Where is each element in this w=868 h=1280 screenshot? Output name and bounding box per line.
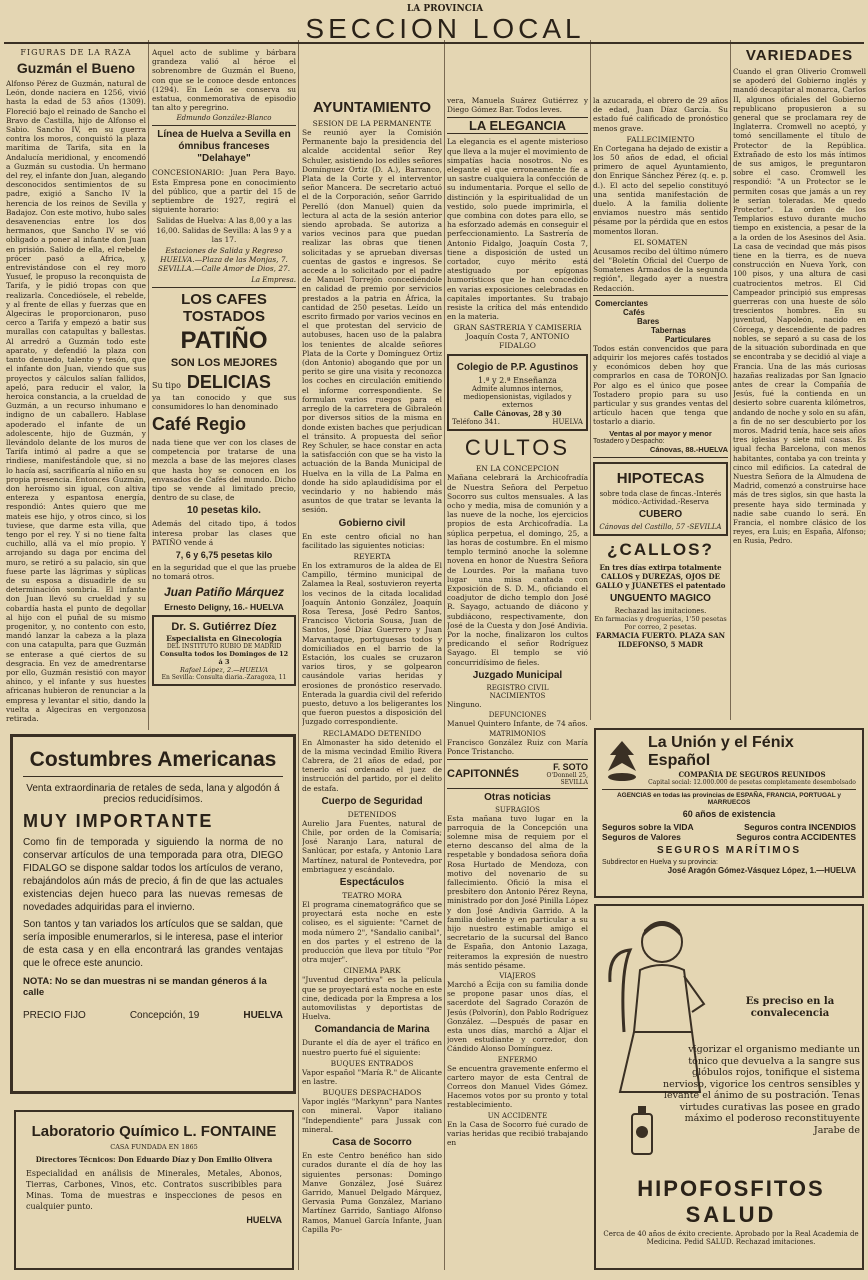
espectaculos-heading: Espectáculos [339,877,405,889]
column-5 [593,96,728,720]
doctor-address: Rafael López, 2.—HUELVA [179,665,269,674]
variedades-column [733,44,866,720]
cafe-regio: Café Regio [152,414,247,435]
cafes-delicias: DELICIAS [186,371,271,392]
union-sub: COMPAÑIA DE SEGUROS REUNIDOS [678,770,826,779]
somaten-body: Acusamos recibo del último número del "Boletín Oficial del Cuerpo de Somatenes Armados de la segunda región", llegado ayer a nuestra Redacción. [593,246,728,293]
union-maritimos: SEGUROS MARÍTIMOS [656,845,801,856]
lab-body: Especialidad en análisis de Minerales, Metales, Abonos, Tierras, Carbones, Vinos, etc. Contratos suscribibles para Minas. Toma de muestras e inspecciones de pesos en cualquier punto. [26,1169,282,1211]
enfermo-heading: ENFERMO [497,1055,538,1064]
reyerta-body: En los extramuros de la aldea de El Campillo, término municipal de Zalamea la Real, sostuvieron reyerta los vecinos de la citada localidad Joaquín Antonio González, Joaquín Rosa Teresa, José Pedro Santos, Francisco Victoria Sousa, Juan de Santos, José Díaz Guerrero y Juan Marvantaque, portuguesas todos y domiciliados en el barrio de la Estación, los cuales se cruzaron varios tiros, y se golpearon causándole varias heridas y erosiones de pronóstico reservado. Enterada la guardia civil del referido puesto, detuvo a los beligerantes los que fueron puestos a disposición del Juzgado correspondiente. [302,560,442,727]
doctor-ad [152,615,296,686]
continuation-text: vera, Manuela Suárez Gutiérrez y Diego Gómez Bar. Todos leves. [447,96,588,115]
hipotecas-name: CUBERO [638,508,683,520]
ayuntamiento-sub: SESION DE LA PERMANENTE [312,119,432,128]
costumbres-ad [10,734,296,1094]
buques-despachados-heading: BUQUES DESPACHADOS [322,1088,422,1098]
cafe-text: nada tiene que ver con los clases de competencia por tratarse de una mezcla a base de las mejores clases que hasta hoy se conocen en los envasados de Cafés del mundo. Dicho tipo se vende al limitado precio, dentro de su clase, de [152,438,296,503]
cinema-body: "Juventud deportiva" es la película que se proyectará esta noche en este cine, dedicada por la Empresa a los automovilistas y deportistas de Huelva. [302,975,442,1022]
cafes-su: Su tipo [152,380,181,390]
article-body: Alfonso Pérez de Guzmán, natural de León, donde naciera en 1256, vivió hasta la edad de 53 años (1309). Floreció bajo el reinado de Sancho el Bravo de Castilla, hijo de Alfonso el Sabio. Sancho IV, en su guerra contra los moros, conquistó la plaza marítima de Tarifa, sita en la Andalucía meridional, y encomendó a Guzmán su custodia. Un hermano del rey, el infante don Juan, alegando desconocidos sentimientos de su padre, exigió a Sancho IV la herencia de los reinos de Sevilla y Badajoz. Con este motivo, hubo sales desavenencias entre los dos hermanos, que Sancho IV se vió obligado a poner al infante don Juan en prisión. Salido de ella, el rebelde prócer pasó a Africa, y, entrevistándose con el rey moro Yusuef, le propuso la reconquista de Tarifa, y le pidió tropas con que realizarla. Concediósele, el rebelde, y al frente de ellas y fuerzas que en Algeciras le proporcionaron, puso cerco a Tarifa y empezó a batir sus murallas con catapultas y ballestas. Al arredró a Guzmán todo este aparato, y defendió la plaza con tanto denuedo, talento y tesón, que el infante don Juan, viendo que sus proyectos y cálculos salían fallidos, apeló, para reducir el valor, la heroica constancia, a la crueldad de Guzmán, a un recurso inhumano e indigno de un caballero. Hablase apoderado el infante de un adolescente, hijo de Guzmán, y llevándolo delante de los muros de Tarifa intimó al padre a que se rindiese, manifestándole que, si no lo hacía así, sacrificaría al niño en su propia presencia. Entonces Guzmán, don heroísmo sin igual, con altiva entereza y espantosa energía, respondió: Antes quiero que me mateis ese hijo, y otros cinco, si los tuviese, que darme esta villa, que tengo por el rey. Y si no tiene falta cuchillo, allá va el mío propio. Y arrojando su daga por encima del muro, se retiró a su palacio, sin que fuese parte las lágrimas y súplicas de su esposa a disuadirle de su determinación sombría. El infante don Juan llevó su crueldad y su cobardía hasta el punto de degollar al hijo con el puñal de su mismo progenitor, y, no contento con esto, mandó lanzar la cabeza a la plaza con una catapulta, para que Guzmán se enterase a qué ciertos de su desgracia. En vez de amedrentarse por ello, Guzmán resistió con mayor ahinco, y el infante y sus huestes africanas hubieron de renunciar a la empresa y levantar el sitio, dando la vuelta a Algeciras en vergonzosa retirada. [6,79,146,724]
gobierno-body: En este centro oficial no han facilitado las siguientes noticias: [302,531,442,550]
ayuntamiento-heading: AYUNTAMIENTO [312,99,432,116]
kicker: FIGURAS DE LA RAZA [20,48,132,57]
hipotecas-title: HIPOTECAS [616,469,705,487]
cafes-title: LOS CAFES TOSTADOS [181,290,267,325]
tostadero-item: Tabernas [651,325,686,335]
reyerta-heading: REYERTA [353,551,391,561]
hipofosfitos-ad [594,904,864,1270]
union-title: La Unión y el Fénix Español [648,734,794,769]
column-rule [298,40,299,1270]
accidente-heading: UN ACCIDENTE [487,1111,548,1120]
lab-founded: CASA FUNDADA EN 1865 [110,1143,198,1151]
column-rule [148,40,149,730]
continuation-text: la azucarada, el obrero de 29 años de edad, Juan Díaz García. Su estado fué calificado de pronóstico menos grave. [593,96,728,133]
bus-ad-stations: Estaciones de Salida y Regreso HUELVA.—Plaza de las Monjas, 7. SEVILLA.—Calle Amor de Dios, 27. [157,246,291,274]
cafe-more: Además del citado tipo, á todos interesa probar las clases que PATIÑO vende á [152,519,296,547]
costumbres-city: HUELVA [243,1010,283,1021]
buques-entrados-body: Vapor español "María R." de Alicante en lastre. [302,1067,442,1087]
callos-farmacia: FARMACIA FUERTO. PLAZA SAN ILDEFONSO, 5 MADR [595,630,726,649]
tostadero-body: Todos están convencidos que para adquirir los mejores cafés tostados y económicos deben hoy que comprarlos en casa de TORONJO. Por algo es el único que posee Tostadero propio para su uso particular y sus grandes ventas del artículo hacen que tenga que tostarlo a diario. [593,343,728,427]
variedades-body: Cuando el gran Oliverio Cromwell se apoderó del Gobierno inglés y mandó decapitar al monarca, Carlos II, algunos oficiales del Gobierno republicano propusieron a su general que se proclamara rey de Inglaterra. Cromwell no aceptó, y tomó sencillamente el título de Protector de la República. Extrañado de esto los más íntimos de sus amigos, le preguntaron sobre el caso. Cromwell les respondió: "A un Protector se le permiten cosas que jamás a un rey le serían toleradas. Me quedo Protector". La orden de los Templarios estuvo durante mucho tiempo en existencia, a pesar de la a la orden de los Asesinos del Asia. La casa de vecindad que más pisos tiene en la tierra, es de nueva construcción en Nueva York, con 100 pisos, y una altura de casi cuatrocientos metros. El Cid Campeador principió sus empresas guerreras con una hueste de sólo trescientos hombres. En su juventud, Napoleón, nacido en Córcega, y descendiente de padres nobles, se separó a su casa de los de la situación subordinada en que se encontraba y se decidió al viaje a Francia. Una de las más curiosas hazañas realizadas por San Ignacio antes de crear la Compañía de Jesús, fué la contienda en un desierto sobre cuarenta kilómetros, andando de noche y solo en su afán, a fin de no ser descubierto por los moros. Madrid tenía, hace seis años tres iglesias y siete mil casas. Es igual fecha Barcelona, con menos habitantes, contaba ya con treinta y cinco mil edificios. La catedral de Nuestra Señora de la Almudena de Madrid, comenzó a construirse hace más de tres siglos, sin que hasta la presente haya sido terminada y nadie sabe cuando lo será. En Francia, el nombre clásico de los reyes, era Luis; en España, Alfonso; en Rusia, Pedro. [733,67,866,546]
headline: Guzmán el Bueno [16,60,136,76]
sastreria-name: GRAN SASTRERIA Y CAMISERIA [453,323,582,333]
hipofosfitos-text-box [656,1044,860,1136]
fallecimiento-heading: FALLECIMIENTO [626,134,695,144]
elegancia-heading: LA ELEGANCIA [447,117,588,134]
masthead: LA PROVINCIA [406,4,484,14]
colegio-ad [447,354,588,431]
registro-civil: REGISTRO CIVIL [486,683,549,692]
lab-city: HUELVA [246,1215,282,1225]
phoenix-icon [602,737,642,783]
colegio-body: Admite alumnos internos, mediopensionistas, vigilados y externos [463,385,572,410]
signature: Edmundo González-Blanco [176,114,272,123]
doctor-institute: DEL INSTITUTO RUBIO DE MADRID [166,642,282,650]
bottle-icon [630,1106,654,1156]
cafes-patino-ad [152,291,296,612]
seguridad-sub: DETENIDOS [347,809,397,819]
union-capital: Capital social: 12.000.000 de pesetas completamente desembolsado [648,779,856,786]
article-guzman [6,48,146,730]
marina-body: Durante el día de ayer el tráfico en nuestro puerto fué el siguiente: [302,1038,442,1057]
juzgado-heading: Juzgado Municipal [472,669,563,681]
page-header [300,4,590,44]
otras-noticias-heading: Otras noticias [484,791,551,803]
colegio-telephone: Teléfono 341. [452,418,500,427]
sastreria-address: Joaquín Costa 7, ANTONIO FIDALGO [465,332,570,351]
costumbres-precio: PRECIO FIJO [23,1010,86,1021]
cinema-heading: CINEMA PARK [343,966,401,976]
column-rule [730,40,731,720]
bus-ad-title: Línea de Huelva a Sevilla en ómnibus franceses "Delahaye" [157,129,291,165]
column-rule [444,40,445,1270]
costumbres-address: Concepción, 19 [129,1010,200,1021]
buques-entrados-heading: BUQUES ENTRADOS [330,1058,414,1068]
union-seguro: Seguros contra ACCIDENTES [736,832,856,842]
hipotecas-body: sobre toda clase de fincas.-Interés módico.-Actividad.-Reserva [599,489,722,506]
article-continuation: Aquel acto de sublime y bárbara grandeza valió al héroe el sobrenombre de Guzmán el Bueno, con que se le conoce desde entonces (1294). En León se conserva su estatua, conmemorativa de episodio tan alto y peregrino. [152,48,296,113]
column-2 [152,48,296,730]
doctor-sevilla: En Sevilla: Consulta diaria.-Zaragoza, 11 [161,673,287,681]
doctor-specialty: Especialista en Ginecología [166,633,282,643]
capitonnes-title: CAPITONNÉS [447,767,519,780]
union-seguro: Seguros sobre la VIDA [602,822,694,832]
sufragios-heading: SUFRAGIOS [495,805,540,814]
fallecimiento-body: En Cortegana ha dejado de existir a los 50 años de edad, el oficial primero de aquel Ayuntamiento, don Enrique Sánchez Pérez (q. e. p. d.). El acto del sepelio constituyó una sentida manifestación de duelo. A la familia doliente enviamos nuestro más sentido pésame por la pérdida que en estos momentos lloran. [593,143,728,236]
cafe-tail: en la seguridad que el que las pruebe no tomará otros. [152,563,296,582]
doctor-name: Dr. S. Gutiérrez Díez [171,620,277,633]
tostadero-ad [593,295,728,458]
soto-name: F. SOTO [553,761,588,772]
reclamado-heading: RECLAMADO DETENIDO [322,728,422,738]
variedades-heading: VARIEDADES [745,47,854,64]
salud-brand: SALUD [685,1202,777,1227]
costumbres-body-1: Como fin de temporada y siguiendo la norma de no conservar artículos de una temporada para otra, DIEGO FIDALGO se dispone saldar todos los artículos de verano, rebajándolos aún más de precio, á fin de que las actuales existencias dejen hueco para las nuevas remesas de novedades adquiridas para el invierno. [23,837,283,913]
cultos-heading: CULTOS [464,435,571,461]
bus-ad-signature: La Empresa. [251,275,296,284]
callos-brand: UNGUENTO MAGICO [610,592,711,604]
seguridad-heading: Cuerpo de Seguridad [321,795,423,807]
soto-address: O'Donnell 25, SEVILLA [546,771,588,786]
capitonnes-ad [447,759,588,789]
cafes-sub: SON LOS MEJORES [170,356,278,369]
defunciones-body: Manuel Quintero Infante, de 74 años. [447,718,588,728]
colegio-title: Colegio de P.P. Agustinos [456,362,579,374]
bus-ad-body: CONCESIONARIO: Juan Pera Bayo. Esta Empresa pone en conocimiento del público, que a partir del 15 de septiembre de 1927, regirá el siguiente horario: [152,168,296,215]
bus-ad [152,129,296,283]
column-3 [302,96,442,1276]
buques-despachados-body: Vapor inglés "Markynn" para Nantes con mineral. Vapor italiano "Independiente" para Jussak con mineral. [302,1097,442,1134]
tostadero-item: Particulares [665,334,711,344]
callos-ad [593,540,728,649]
socorro-heading: Casa de Socorro [332,1137,412,1149]
union-years: 60 años de existencia [682,809,776,819]
somaten-heading: EL SOMATEN [633,237,688,247]
costumbres-sub: Venta extraordinaria de retales de seda, lana y algodón á precios reducidísimos. [26,783,280,805]
marina-heading: Comandancia de Marina [314,1024,430,1036]
callos-price: En farmacias y droguerías, 1'50 pesetas Por correo, 2 pesetas. [594,614,727,631]
cafes-text: ya tan conocido y que sus consumidores lo han denominado [152,392,296,411]
enfermo-body: Se encuentra gravemente enfermo el cartero mayor de esta Central de Correos don Manuel Vides Gómez. Hacemos votos por su pronto y total restablecimiento. [447,1063,588,1110]
teatro-body: El programa cinematográfico que se proyectará esta noche en este coliseo, es el siguiente: "Carnet de moda número 2", "Sandalio canibal", en dos partes y el estreno de la producción que lleva por título "Por otra mujer". [302,900,442,965]
accidente-body: En la Casa de Socorro fué curado de varias heridas que recibió trabajando en [447,1119,588,1148]
matrimonios-heading: MATRIMONIOS [489,730,546,739]
section-title: SECCION LOCAL [305,13,585,44]
hipofosfitos-brand: HIPOFOSFITOS [637,1176,825,1201]
union-subdirector: Subdirector en Huelva y su provincia: [602,859,718,866]
lab-title: Laboratorio Químico L. FONTAINE [31,1123,277,1140]
colegio-city: HUELVA [552,418,583,427]
doctor-hours: Consulta todos los Domingos de 12 á 3 [159,649,289,666]
teatro-heading: TEATRO MORA [342,891,402,901]
laboratorio-ad [14,1110,294,1270]
defunciones-heading: DEFUNCIONES [488,710,547,719]
viajeros-heading: VIAJEROS [499,972,536,980]
tostadero-label: Tostadero y Despacho: [593,437,665,445]
union-seguro: Seguros de Valores [602,832,681,842]
elegancia-body: La elegancia es el agente misterioso que lleva a la mujer el movimiento de simpatías hacia nosotros. No es elegante el que erroneamente fíe a un sastre cualquiera la confección de su indumentaria. Porque el sello de distinción y la espiritualidad de un vestido, solo puede imprimirla, el que combina con dotes para ello, se ha esforzado además en conseguir el perfeccionamiento. La Sastrería de Antonio Fidalgo, Joaquín Costa 7, tiene a disposición de usted un cortador, cuyo mérito está atestiguado por epígonas humorísticos que le han concedido en varias exposiciones celebradas en capitales importantes. Su trabajo resiste la crítica del más entendido en la materia. [447,137,588,322]
colegio-address: Calle Cánovas, 28 y 30 [473,409,562,419]
callos-reject: Rechazad las imitaciones. [614,606,707,615]
viajeros-body: Marchó a Écija con su familia donde se propone pasar unos días, el sacerdote del Sagrado Corazón de Jesús (Polvorín), don Pablo Rodríguez González. —Después de pasar en esta unos días, marchó a Aljar el joven estudiante y corredor, don Cándido Alonso Domínguez. [447,980,588,1054]
colegio-sub: 1.ª y 2.ª Enseñanza [478,376,557,386]
costumbres-title: Costumbres Americanas [23,748,283,777]
reclamado-body: En Almonaster ha sido detenido el de la misma vecindad Emilio Rivera Cabrera, de 21 años de edad, por tenerlo así ordenado el juez de instrucción del partido, por el delito de estafa. [302,737,442,793]
costumbres-heading: MUY IMPORTANTE [23,811,214,831]
tostadero-address: Cánovas, 88.-HUELVA [649,444,728,454]
seguridad-body: Aurelio Jara Fuentes, natural de Chile, por orden de la Comisaría; José Naranjo Lara, natural de Sanlúcar, por estafa, y Antonio Lara Martínez, natural de Pontevedra, por embriaguez y escándalo. [302,818,442,874]
union-seguro: Seguros contra INCENDIOS [744,822,856,832]
hipofosfitos-lead: Es preciso en la convalecencia [745,996,835,1019]
costumbres-body-2: Son tantos y tan variados los artículos que se saldan, que sería imposible enumerarlos, si le interesa, pase el interior de esta casa y en ella encontrará las grandes ventajas que le ofrece este anuncio. [23,919,283,969]
column-4 [447,96,588,1276]
sufragios-body: Esta mañana tuvo lugar en la parroquia de la Concepción una solemne misa de requiem por el eterno descanso del alma de la respetable y bondadosa señora doña Rosa Hurtado de Mendoza, con motivo del novenario de su fallecimiento. Ofició la misa el presbítero don Antonio Pérez Reyna, ministrado por don José Pinilla López y don José Andivia Garrido. A la familia doliente y en particular a su hijo nuestro estimable amigo el secretario de la sucursal del Banco de España, don Antonio Lazaga, reiteramos la expresión de nuestro más sentido pésame. [447,813,588,970]
hipofosfitos-foot: Cerca de 40 años de éxito creciente. Aprobado por la Real Academia de Medicina. Pedid SALUD. Rechazad imitaciones. [603,1230,859,1246]
patino-address: Ernesto Deligny, 16.- HUELVA [164,601,284,612]
nacimientos-heading: NACIMIENTOS [489,691,546,700]
union-agent: José Aragón Gómez-Vásquez López, 1.—HUELVA [667,866,856,875]
cafes-brand: PATIÑO [180,326,268,354]
tostadero-item: Comerciantes [595,298,648,308]
patino-name: Juan Patiño Márquez [163,584,285,599]
costumbres-nota: NOTA: No se dan muestras ni se mandan géneros á la calle [23,976,267,998]
ayuntamiento-body: Se reunió ayer la Comisión Permanente bajo la presidencia del alcalde accidental señor Rey Schuler, asistiendo los ediles señores Domínguez Ortiz (D. A.), Barranco, Plata de la Corte y el interventor señor Mancera. De secretario actuó el de la Corporación, señor Garrido Perelló (don Manuel) quien da lectura al acta de la sesión anterior siendo aprobada. Se autoriza a varios vecinos para que puedan realizar las obras que tienen solicitadas y se aprueban diversas cuentas de gastos e ingresos. Se accede a lo solicitado por el padre de Manuel Torrejón concediéndole en calidad de premio por servicios prestados a la patria en África, la cantidad de 250 pesetas. Leído un escrito firmado por varios vecinos en el que protestan del servicio de autobuses, hacen uso de la palabra los tenientes de alcalde señores Plata de la Corte y Domínguez Ortiz (don Antonio) abogando que por un perito se gire una visita y reconozca los coches en circulación emitiendo el informe correspondiente. Se formulan varios ruegos para el arreglo de la carretera de Gibraleón por diversos sitios de la misma en donde existen baches que perjudican el tránsito. A propuesta del señor Rey Schuler, se hace constar en acta la satisfacción con que se ha visto la actuación de la Banda Municipal de Huelva en la villa de La Palma en donde ha sido aplaudidísima por el vecindario y no habiendo más asuntos de que tratar se levanta la sesión. [302,128,442,515]
callos-body: En tres días extirpa totalmente CALLOS y DUREZAS, OJOS DE GALLO y JUANETES el patentado [595,562,726,590]
matrimonios-body: Francisco González Ruiz con María Ponce Tristancho. [447,738,588,757]
column-rule [590,40,591,720]
socorro-body: En este Centro benéfico han sido curados durante el día de hoy las siguientes personas: Domingo Manve González, José Suárez Garrido, Manuel Delgado Márquez, Gervasia Puma González, Mariano Martínez Garrido, Santiago Alfonso Ramos, Manuel García Infante, Juan Capilla Po- [302,1151,442,1234]
lab-directors: Directores Técnicos: Don Eduardo Díaz y Don Emilio Olivera [35,1155,273,1164]
bus-ad-schedule: Salidas de Huelva: A las 8,00 y a las 16,00. Salidas de Sevilla: A las 9 y a las 17. [156,216,292,244]
union-agencias: AGENCIAS en todas las provincias de ESPAÑA, FRANCIA, PORTUGAL y MARRUECOS [602,789,856,806]
union-fenix-ad [594,728,864,898]
nacimientos-body: Ninguno. [447,699,482,709]
cultos-sub: EN LA CONCEPCION [475,464,560,474]
gobierno-heading: Gobierno civil [338,517,406,529]
cafe-price: 10 pesetas kilo. [187,505,261,517]
hipofosfitos-lead-box [720,996,860,1020]
hipotecas-address: Cánovas del Castillo, 57 -SEVILLA [599,522,722,531]
hipofosfitos-body: vigorizar el organismo mediante un tónico que devuelva a la sangre sus glóbulos rojos, tonifique el sistema nervioso, vigorice los centros sensibles y levante el ánimo de su postración. Tenas virtudes curativas las posee en grado máximo el poderoso reconstituyente Jarabe de [662,1044,860,1136]
tostadero-ventas: Ventas al por mayor y menor [609,428,712,438]
cafe-prices: 7, 6 y 6,75 pesetas kilo [175,550,273,561]
hipotecas-ad [593,462,728,536]
cultos-body: Mañana celebrará la Archicofradía de Nuestra Señora del Perpetuo Socorro sus cultos mensuales. A las ocho y media, misa de comunión y a las nueve de la noche, los ejercicios propios de esta Archicofradía. La súplica perpetua, el domingo, 25, a las horas de costumbre. En el mismo templo terminó anoche la solemne novena en honor de Nuestra Señora de Lourdes. Por la mañana tuvo lugar una misa cantada con Exposición de S. D. M., oficiando el coadjutor de dicho templo don José R. Sayago, actuando de diácono y subdiácono, respectivamente, don José de la Cuesta y don José Andivia. Por la noche, finalizaron los cultos predicando el señor Rodríguez Sayago. El templo se vió concurridísimo de fieles. [447,473,588,667]
tostadero-item: Cafés [623,307,645,317]
tostadero-item: Bares [637,316,660,326]
callos-title: ¿CALLOS? [607,539,714,559]
hipofosfitos-brand-box [600,1176,862,1246]
